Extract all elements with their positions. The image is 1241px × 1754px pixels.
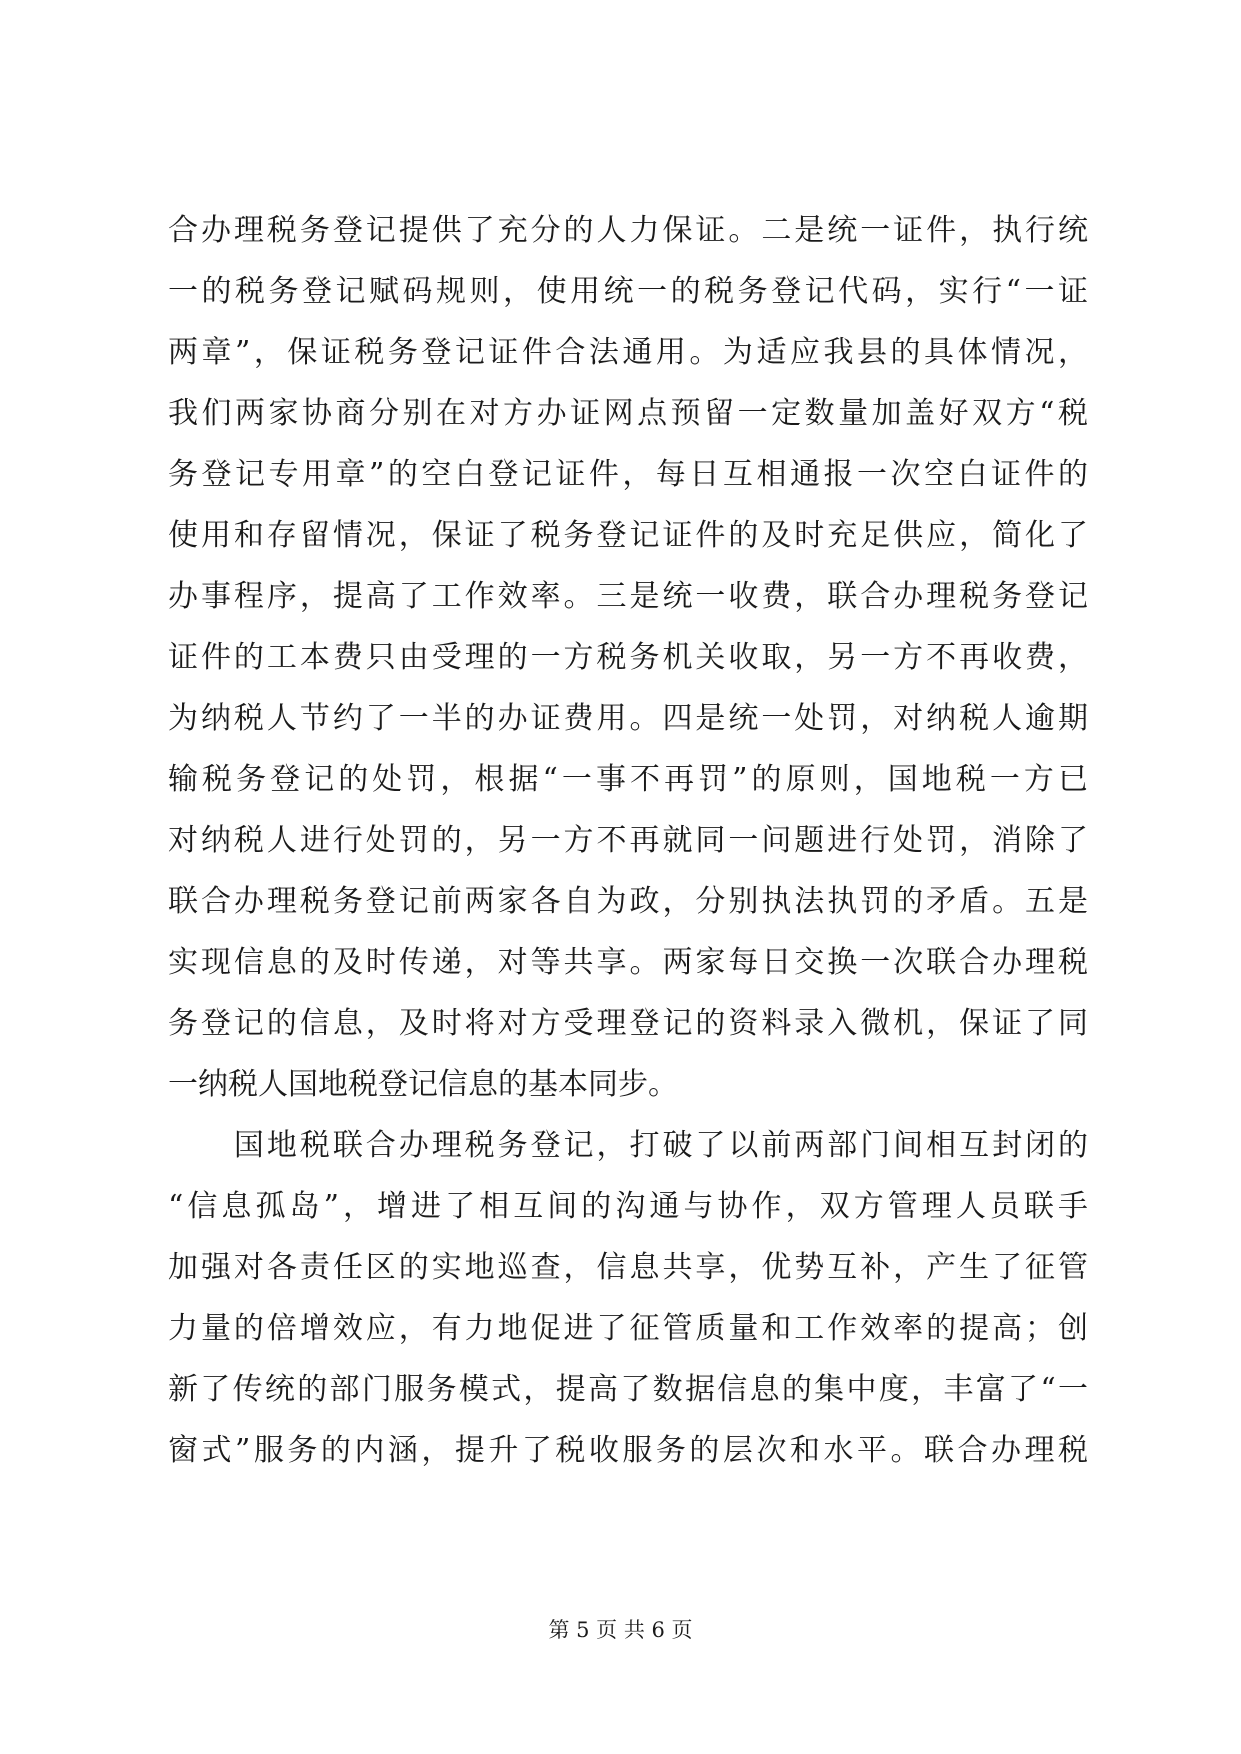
text-line: 窗式”服务的内涵，提升了税收服务的层次和水平。联合办理税 <box>168 1433 1088 1468</box>
text-line: 新了传统的部门服务模式，提高了数据信息的集中度，丰富了“一 <box>168 1372 1088 1407</box>
text-line: 证件的工本费只由受理的一方税务机关收取，另一方不再收费， <box>168 640 1088 675</box>
text-line: 国地税联合办理税务登记，打破了以前两部门间相互封闭的 <box>168 1128 1088 1163</box>
text-line: “信息孤岛”，增进了相互间的沟通与协作，双方管理人员联手 <box>168 1189 1088 1224</box>
text-line: 务登记专用章”的空白登记证件，每日互相通报一次空白证件的 <box>168 457 1088 492</box>
text-line: 一的税务登记赋码规则，使用统一的税务登记代码，实行“一证 <box>168 274 1088 309</box>
text-line: 办事程序，提高了工作效率。三是统一收费，联合办理税务登记 <box>168 579 1088 614</box>
text-line: 加强对各责任区的实地巡查，信息共享，优势互补，产生了征管 <box>168 1250 1088 1285</box>
text-line: 使用和存留情况，保证了税务登记证件的及时充足供应，简化了 <box>168 518 1088 553</box>
text-line: 合办理税务登记提供了充分的人力保证。二是统一证件，执行统 <box>168 213 1088 248</box>
text-line: 我们两家协商分别在对方办证网点预留一定数量加盖好双方“税 <box>168 396 1088 431</box>
text-line: 力量的倍增效应，有力地促进了征管质量和工作效率的提高；创 <box>168 1311 1088 1346</box>
paragraph-2 <box>168 1115 1088 1481</box>
text-line: 对纳税人进行处罚的，另一方不再就同一问题进行处罚，消除了 <box>168 823 1088 858</box>
page-number-label: 第 5 页 共 6 页 <box>548 1618 693 1642</box>
text-line: 一纳税人国地税登记信息的基本同步。 <box>168 1067 678 1102</box>
text-line: 为纳税人节约了一半的办证费用。四是统一处罚，对纳税人逾期 <box>168 701 1088 736</box>
paragraph-1 <box>168 200 1088 1115</box>
text-line: 实现信息的及时传递，对等共享。两家每日交换一次联合办理税 <box>168 945 1088 980</box>
text-line: 两章”，保证税务登记证件合法通用。为适应我县的具体情况， <box>168 335 1088 370</box>
page-footer <box>0 1615 1241 1645</box>
body-text <box>168 200 1088 1481</box>
text-line: 务登记的信息，及时将对方受理登记的资料录入微机，保证了同 <box>168 1006 1088 1041</box>
text-line: 输税务登记的处罚，根据“一事不再罚”的原则，国地税一方已 <box>168 762 1088 797</box>
text-line: 联合办理税务登记前两家各自为政，分别执法执罚的矛盾。五是 <box>168 884 1088 919</box>
